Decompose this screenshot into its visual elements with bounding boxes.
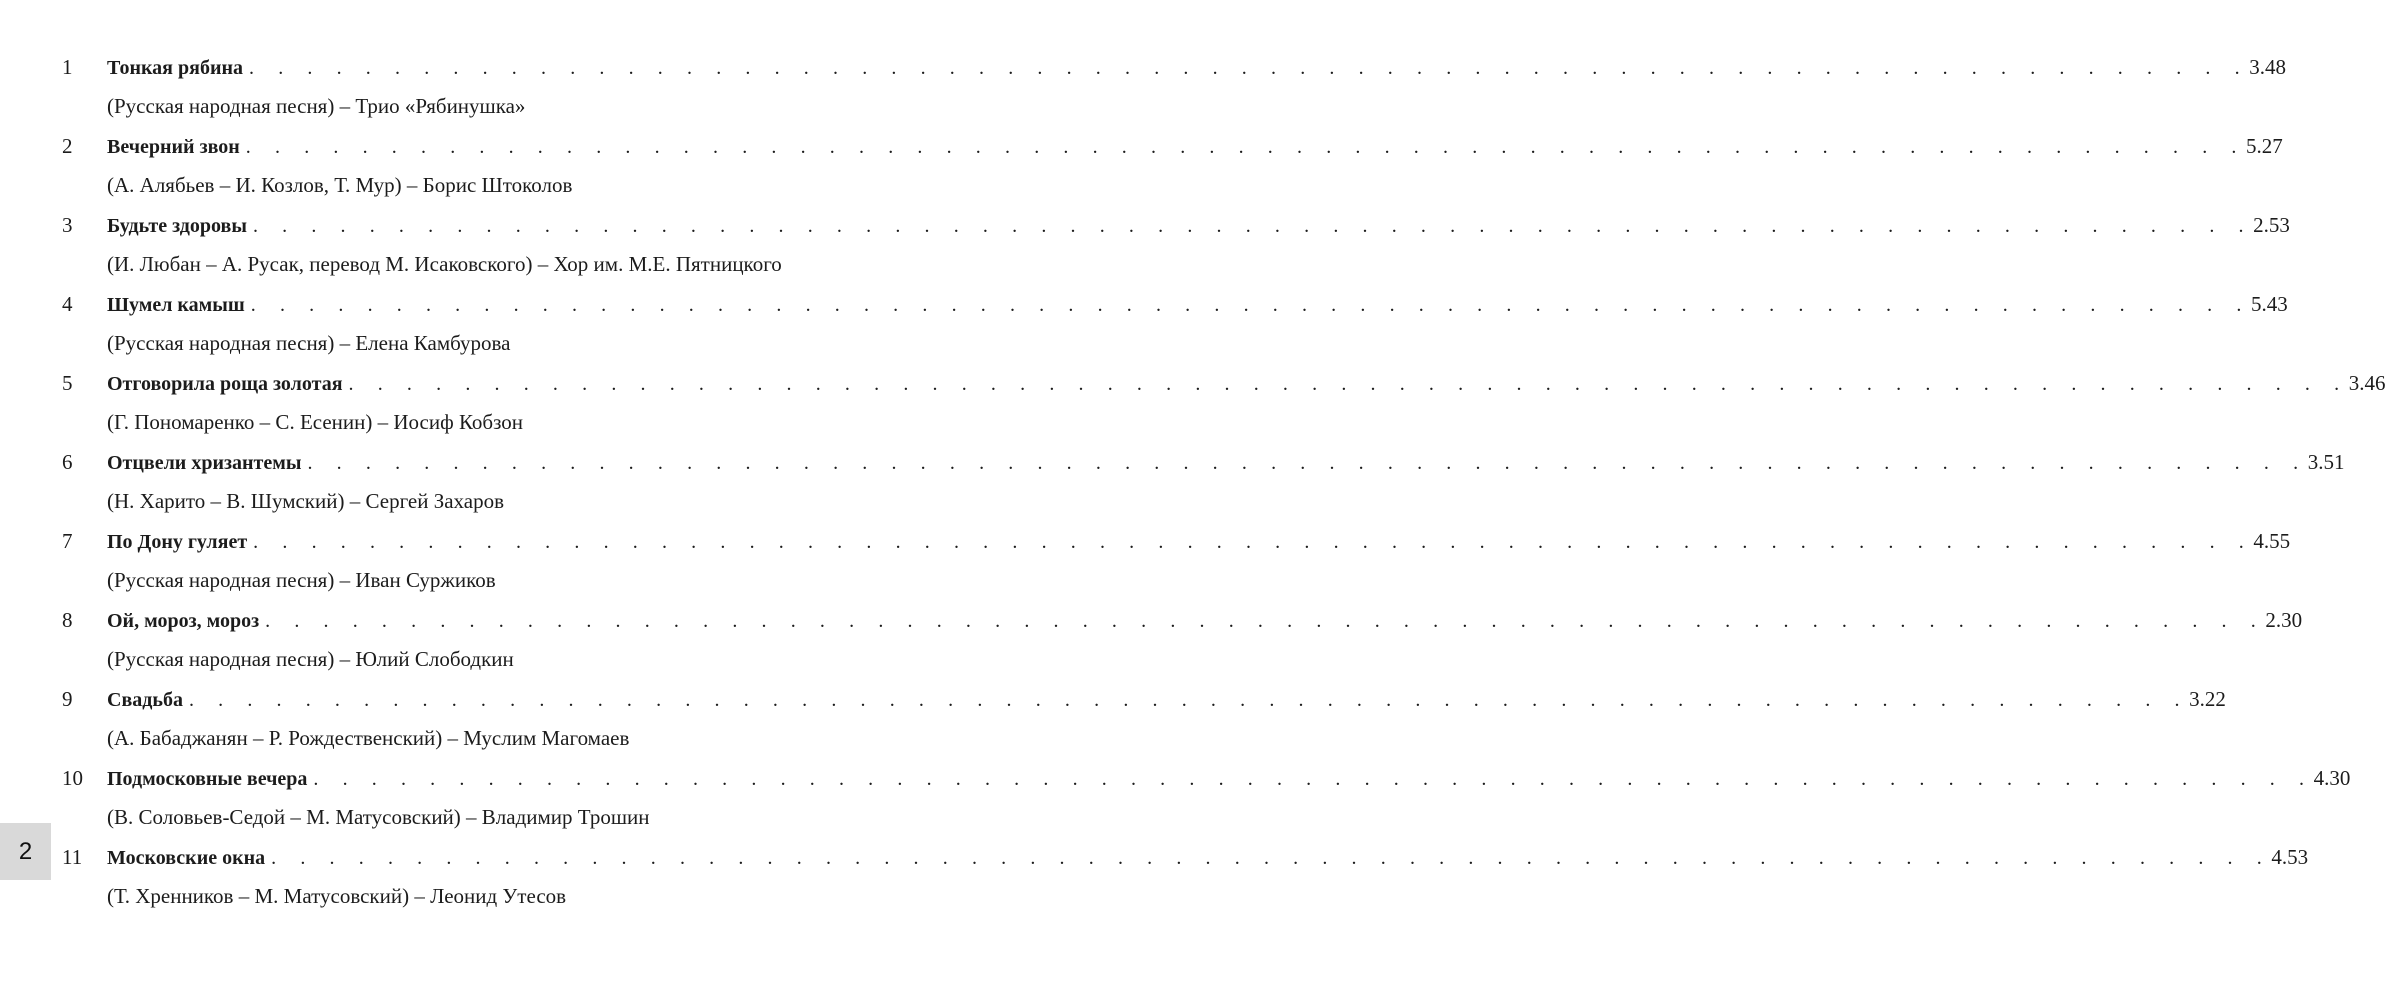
track-number: 7 xyxy=(62,529,73,553)
track-credits: (Н. Харито – В. Шумский) – Сергей Захаров xyxy=(107,489,505,513)
track-credits: (Т. Хренников – М. Матусовский) – Леонид Утесов xyxy=(107,884,567,908)
page-number: 2 xyxy=(18,837,33,865)
dot-leader: . . . . . . . . . . . . . . . . . . . . . . . . . . . . . . . . . . . . . . . . . . . . . . . . . . . . . . . . . . . . . . . . . . . . . xyxy=(252,215,2254,237)
track-duration: 2.53 xyxy=(2253,213,2290,237)
track-title: Шумел камыш xyxy=(107,294,245,316)
track-credits: (И. Любан – А. Русак, перевод М. Исаковского) – Хор им. М.Е. Пятницкого xyxy=(107,252,782,276)
track-title-row xyxy=(107,763,2351,793)
track-item xyxy=(0,605,2303,684)
track-item xyxy=(0,131,2283,210)
dot-leader: . . . . . . . . . . . . . . . . . . . . . . . . . . . . . . . . . . . . . . . . . . . . . . . . . . . . . . . . . . . . . . . . . . . . . xyxy=(249,57,2250,79)
track-number: 10 xyxy=(62,766,83,790)
track-title: Свадьба xyxy=(107,689,183,711)
track-title-row xyxy=(107,210,2290,240)
track-title: Будьте здоровы xyxy=(107,215,247,237)
track-item xyxy=(0,447,2345,526)
track-title: Московские окна xyxy=(107,847,266,869)
dot-leader: . . . . . . . . . . . . . . . . . . . . . . . . . . . . . . . . . . . . . . . . . . . . . . . . . . . . . . . . . . . . . . . . . . . . . xyxy=(253,531,2254,553)
track-title: Отговорила роща золотая xyxy=(107,373,343,395)
track-title: По Дону гуляет xyxy=(107,531,248,553)
track-credits: (Русская народная песня) – Трио «Рябинушка» xyxy=(107,94,526,118)
track-title-row xyxy=(107,842,2309,872)
dot-leader: . . . . . . . . . . . . . . . . . . . . . . . . . . . . . . . . . . . . . . . . . . . . . . . . . . . . . . . . . . . . . . . . . . . . . xyxy=(271,847,2272,869)
track-duration: 3.51 xyxy=(2307,450,2345,474)
track-number: 2 xyxy=(62,134,73,158)
track-item xyxy=(0,52,2286,131)
track-item xyxy=(0,368,2385,447)
track-credits: (Русская народная песня) – Иван Суржиков xyxy=(107,568,496,592)
track-number: 4 xyxy=(62,292,73,316)
track-title-row xyxy=(107,289,2288,319)
track-duration: 3.22 xyxy=(2189,687,2226,711)
track-title-row xyxy=(107,684,2226,714)
track-item xyxy=(0,763,2351,842)
track-credits: (Русская народная песня) – Юлий Слободкин xyxy=(107,647,514,671)
track-title: Тонкая рябина xyxy=(107,57,243,79)
track-title: Ой, мороз, мороз xyxy=(107,610,260,632)
dot-leader: . . . . . . . . . . . . . . . . . . . . . . . . . . . . . . . . . . . . . . . . . . . . . . . . . . . . . . . . . . . . . . . . . . . . . xyxy=(245,136,2246,158)
track-duration: 4.53 xyxy=(2271,845,2309,869)
track-title-row xyxy=(107,368,2385,398)
dot-leader: . . . . . . . . . . . . . . . . . . . . . . . . . . . . . . . . . . . . . . . . . . . . . . . . . . . . . . . . . . . . . . . . . . . . . xyxy=(307,452,2308,474)
page-number-tab xyxy=(0,823,51,880)
track-item xyxy=(0,526,2291,605)
track-item xyxy=(0,289,2288,368)
track-item xyxy=(0,210,2290,289)
track-credits: (В. Соловьев-Седой – М. Матусовский) – Владимир Трошин xyxy=(107,805,650,829)
track-title: Подмосковные вечера xyxy=(107,768,308,790)
track-duration: 2.30 xyxy=(2265,608,2303,632)
track-title: Отцвели хризантемы xyxy=(107,452,302,474)
track-duration: 3.46 xyxy=(2348,371,2385,395)
track-title-row xyxy=(107,447,2345,477)
track-credits: (Г. Пономаренко – С. Есенин) – Иосиф Кобзон xyxy=(107,410,524,434)
track-number: 5 xyxy=(62,371,73,395)
track-title-row xyxy=(107,526,2291,556)
dot-leader: . . . . . . . . . . . . . . . . . . . . . . . . . . . . . . . . . . . . . . . . . . . . . . . . . . . . . . . . . . . . . . . . . . . . . xyxy=(188,689,2190,711)
track-duration: 4.30 xyxy=(2313,766,2351,790)
track-item xyxy=(0,842,2309,921)
track-duration: 5.27 xyxy=(2246,134,2283,158)
track-number: 11 xyxy=(62,845,83,869)
track-title-row xyxy=(107,52,2286,82)
track-number: 3 xyxy=(62,213,73,237)
dot-leader: . . . . . . . . . . . . . . . . . . . . . . . . . . . . . . . . . . . . . . . . . . . . . . . . . . . . . . . . . . . . . . . . . . . . . xyxy=(348,373,2349,395)
dot-leader: . . . . . . . . . . . . . . . . . . . . . . . . . . . . . . . . . . . . . . . . . . . . . . . . . . . . . . . . . . . . . . . . . . . . . xyxy=(250,294,2251,316)
track-credits: (А. Алябьев – И. Козлов, Т. Мур) – Борис Штоколов xyxy=(107,173,573,197)
track-duration: 5.43 xyxy=(2250,292,2288,316)
track-item xyxy=(0,684,2226,763)
track-duration: 4.55 xyxy=(2253,529,2291,553)
track-number: 6 xyxy=(62,450,73,474)
track-title: Вечерний звон xyxy=(107,136,240,158)
track-number: 8 xyxy=(62,608,73,632)
dot-leader: . . . . . . . . . . . . . . . . . . . . . . . . . . . . . . . . . . . . . . . . . . . . . . . . . . . . . . . . . . . . . . . . . . . . . xyxy=(313,768,2314,790)
track-credits: (А. Бабаджанян – Р. Рождественский) – Муслим Магомаев xyxy=(107,726,630,750)
track-title-row xyxy=(107,605,2303,635)
track-credits: (Русская народная песня) – Елена Камбурова xyxy=(107,331,511,355)
dot-leader: . . . . . . . . . . . . . . . . . . . . . . . . . . . . . . . . . . . . . . . . . . . . . . . . . . . . . . . . . . . . . . . . . . . . . xyxy=(265,610,2266,632)
track-number: 9 xyxy=(62,687,73,711)
track-title-row xyxy=(107,131,2283,161)
track-number: 1 xyxy=(62,55,73,79)
track-duration: 3.48 xyxy=(2249,55,2286,79)
